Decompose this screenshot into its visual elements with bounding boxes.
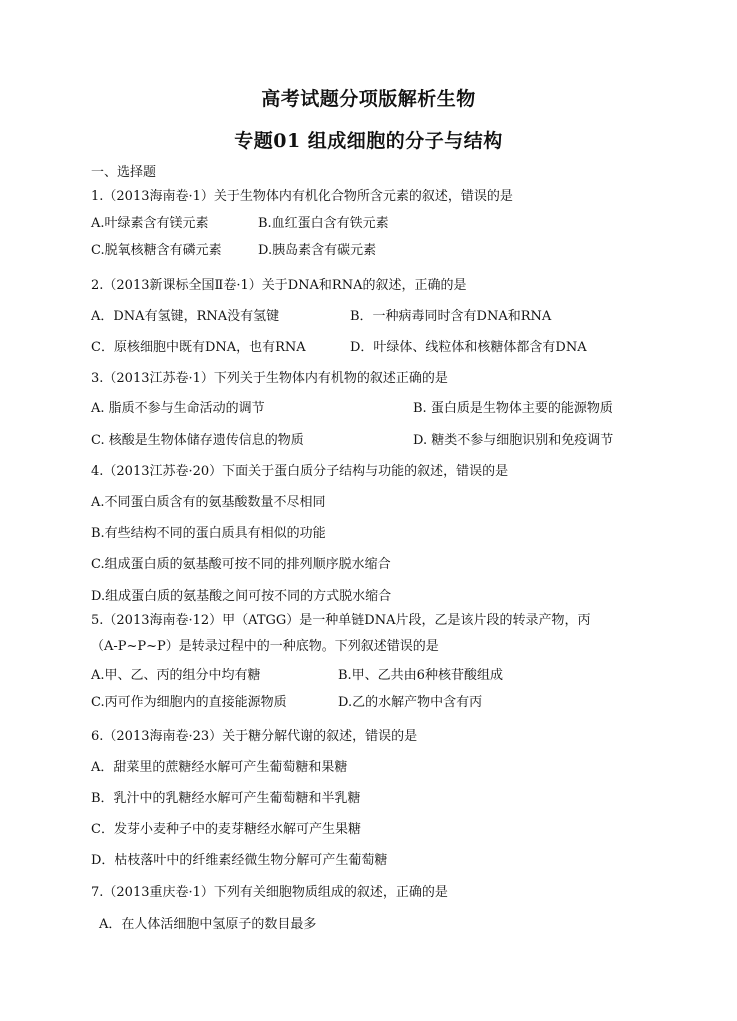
question-3-option-b: B. 蛋白质是生物体主要的能源物质 (413, 401, 613, 416)
question-2-option-c: C．原核细胞中既有DNA，也有RNA (91, 340, 306, 355)
question-3-stem: 3.（2013江苏卷·1）下列关于生物体内有机物的叙述正确的是 (91, 371, 448, 386)
question-7-option-a: A．在人体活细胞中氢原子的数目最多 (99, 917, 317, 932)
question-3-option-d: D. 糖类不参与细胞识别和免疫调节 (413, 433, 614, 448)
question-1-option-a: A.叶绿素含有镁元素 (91, 216, 209, 231)
question-5-option-b: B.甲、乙共由6种核苷酸组成 (338, 668, 503, 683)
question-4-option-b: B.有些结构不同的蛋白质具有相似的功能 (91, 526, 326, 541)
question-4-option-c: C.组成蛋白质的氨基酸可按不同的排列顺序脱水缩合 (91, 557, 391, 572)
question-1-option-d: D.胰岛素含有碳元素 (258, 243, 377, 258)
document-title: 高考试题分项版解析生物 (261, 88, 476, 110)
question-5-option-d: D.乙的水解产物中含有丙 (338, 695, 483, 710)
question-6-option-a: A．甜菜里的蔗糖经水解可产生葡萄糖和果糖 (91, 760, 348, 775)
question-3-option-a: A. 脂质不参与生命活动的调节 (91, 401, 265, 416)
question-6-option-c: C．发芽小麦种子中的麦芽糖经水解可产生果糖 (91, 822, 361, 837)
question-6-option-b: B．乳汁中的乳糖经水解可产生葡萄糖和半乳糖 (91, 791, 361, 806)
question-4-stem: 4.（2013江苏卷·20）下面关于蛋白质分子结构与功能的叙述，错误的是 (91, 464, 509, 479)
question-1-option-b: B.血红蛋白含有铁元素 (258, 216, 389, 231)
question-5-stem-line-1: 5.（2013海南卷·12）甲（ATGG）是一种单链DNA片段，乙是该片段的转录产物，丙 (91, 613, 591, 628)
question-7-stem: 7.（2013重庆卷·1）下列有关细胞物质组成的叙述，正确的是 (91, 885, 448, 900)
question-2-option-a: A．DNA有氢键，RNA没有氢键 (91, 309, 280, 324)
question-6-option-d: D．枯枝落叶中的纤维素经微生物分解可产生葡萄糖 (91, 853, 388, 868)
question-2-stem: 2.（2013新课标全国Ⅱ卷·1）关于DNA和RNA的叙述，正确的是 (91, 278, 467, 293)
question-5-option-c: C.丙可作为细胞内的直接能源物质 (91, 695, 287, 710)
question-1-option-c: C.脱氧核糖含有磷元素 (91, 243, 222, 258)
question-6-stem: 6.（2013海南卷·23）关于糖分解代谢的叙述，错误的是 (91, 729, 418, 744)
question-4-option-a: A.不同蛋白质含有的氨基酸数量不尽相同 (91, 495, 326, 510)
question-4-option-d: D.组成蛋白质的氨基酸之间可按不同的方式脱水缩合 (91, 589, 392, 604)
section-heading: 一、选择题 (91, 165, 157, 180)
question-2-option-b: B．一种病毒同时含有DNA和RNA (350, 309, 552, 324)
question-1-stem: 1.（2013海南卷·1）关于生物体内有机化合物所含元素的叙述，错误的是 (91, 189, 513, 204)
question-5-option-a: A.甲、乙、丙的组分中均有糖 (91, 668, 261, 683)
question-5-stem-line-2: （A-P~P~P）是转录过程中的一种底物。下列叙述错误的是 (91, 639, 439, 654)
document-subtitle: 专题01 组成细胞的分子与结构 (234, 130, 503, 152)
question-3-option-c: C. 核酸是生物体储存遗传信息的物质 (91, 433, 304, 448)
question-2-option-d: D．叶绿体、线粒体和核糖体都含有DNA (350, 340, 587, 355)
